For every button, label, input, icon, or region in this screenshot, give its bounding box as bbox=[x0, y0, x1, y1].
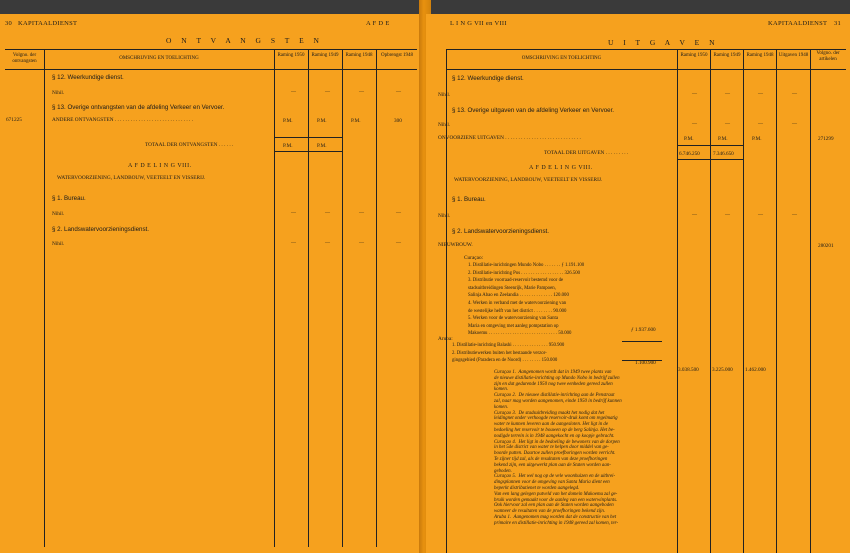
right-running-title: KAPITAALDIENST bbox=[768, 20, 828, 27]
totaal-raming-1950: 6.746.250 bbox=[679, 151, 700, 157]
list-item: stadsuitbreidingen Steenrijk, Marie Pampoen, bbox=[468, 285, 556, 291]
list-item: 1. Distillatie-inrichtingen Mundo Nobo . . . . . . . ƒ 1.191.100 bbox=[468, 263, 585, 268]
list-item: Makoemu . . . . . . . . . . . . . . . . . . . . . . . . . . . . . 50.000 bbox=[468, 331, 572, 337]
andere-opbrengst-1948: 300 bbox=[394, 118, 402, 124]
col-raming-1949: Raming 1949 bbox=[311, 53, 339, 58]
nieuwbouw-raming-1948: 1.462.000 bbox=[745, 367, 766, 373]
totaal-ontvangsten: TOTAAL DER ONTVANGSTEN . . . . . . bbox=[145, 142, 234, 148]
left-page-number: 30 bbox=[5, 20, 13, 27]
list-item: 2. Distributiewerken buiten het bestaande verzor- bbox=[452, 350, 547, 356]
section-13-heading: § 13. Overige ontvangsten van de afdeling Verkeer en Vervoer. bbox=[52, 104, 225, 111]
aruba-label: Aruba: bbox=[438, 336, 453, 342]
afdeling-heading: A F D E L I N G VIII. bbox=[128, 163, 192, 169]
section-uitgaven: U I T G A V E N bbox=[608, 38, 719, 47]
section-2-heading: § 2. Landswatervoorzieningsdienst. bbox=[452, 228, 549, 235]
list-item: 1. Distillatie-inrichting Balashi . . . . . . . . . . . . . . . 950.900 bbox=[452, 343, 565, 348]
andere-raming-1949: P.M. bbox=[317, 118, 327, 124]
andere-ontvangsten: ANDERE ONTVANGSTEN . . . . . . . . . . . . . . . . . . . . . . . . . . . . . . bbox=[52, 117, 194, 123]
right-page: L I N G VII en VIII KAPITAALDIENST 31 U I T G A V E N OMSCHRIJVING EN TOELICHTING Raming 1950 Raming 1949 Raming 1948 Uitgaven 1948 Volgno. der artikelen § 12. Weerkundige dienst. Nihil. — — — — § 13. Overige uitgaven van de afdeling Verkeer en Vervoer. Nihil. — — — — ONVOORZIENE UITGAVEN . . . . . . . . . . . . . . . . . . . . . . . . . . . . . P.M. P.M. P.M. 271299 TOTAAL DER UITGAVEN . . . . . . . . . 6.746.250 7.346.650 A F D E L I N G VIII. WATERVOORZIENING, LANDBOUW, VEETEELT EN VISSERIJ. § 1. Bureau. Nihil. — — — — § 2. Landswatervoorzieningsdienst. NIEUWBOUW. 280201 Curaçao: 1. Distillatie-inrichtingen Mundo Nobo . . . . . . . ƒ 1.191.100 2. Distillatie-inrichting Pos . . . . . . . . . . . . . . . . . . 326.500 3. Distributie voorraad-reservoir bestemd voor de stadsuitbreidingen Steenrijk, Marie Pampoen, Salinja Abao en Zeelandia . . . . . . . . . . . . . . 120.000 4. Werken in verband met de watervoorziening van de westelijke helft van het district . . . . . . . . 90.000 5. Werken voor de watervoorziening van Santa Maria en omgeving met aanleg pompstation op Makoemu . . . . . . . . . . . . . . . . . . . . . . . . . . . . . 50.000 ƒ 1.937.600 Aruba: 1. Distillatie-inrichting Balashi . . . . . . . . . . . . . . . 950.900 2. Distributiewerken buiten het bestaande verzor- gingsgebied (Paradera en de Noord) . . . . . . . . 150.000 1.100.900 3.038.500 3.225.000 1.462.000 Curaçao 1. Aangenomen wordt dat in 1949 twee plants van de nieuwe distillatie-inrichting op Mundo Nobo in bedrijf zullen zijn en dat gedurende 1950 nog twee eenheden gereed zullen komen. Curaçao 2. De nieuwe distillatie-inrichting aan de Penstraat zal, naar mag worden aangenomen, einde 1950 in bedrijf kunnen komen. Curaçao 3. De stadsuitbreiding maakt het nodig dat het leidingnet onder verhoogde reservoir-druk komt om regelmatig water te kunnen leveren aan de aangesloten. Het ligt in de bedoeling het reservoir te bouwen op de berg Salinja. Het be- nodigde terrein is in 1948 aangekocht en op koopje gebracht. Curaçao 4. Het ligt in de bedoeling de bewoners van de dorpen in het 5de district van water te helpen door middel van ge- boorde putten. Daartoe zullen proefboringen worden verricht. Te zijner tijd zal, als de resultaten van deze proefboringen bekend zijn, een uitgewerkt plan aan de Staten worden aan- geboden. Curaçao 5. Het wel nog op de vele woonhuizen en de uitbrei- dingsplannen voor de omgeving van Santa Maria dient een beperkt distributienet te worden aangelegd. Van een lang gelegen putveld van het domein Makoemu zal ge- bruik worden gemaakt voor de aanleg van een waterwinplants. Ook hiervoor zal een plan aan de Staten worden aangeboden wanneer de resultaten van de proefboringen bekend zijn. Aruba 1. Aangenomen mag worden dat de constructie van het primaire en distillatie-inrichting in 1948 gereed zal komen, ter- bbox=[426, 14, 850, 553]
nihil-text: Nihil. bbox=[438, 122, 451, 128]
nihil-text: Nihil. bbox=[438, 213, 451, 219]
curacao-label: Curaçao: bbox=[464, 255, 484, 261]
col-raming-1950: Raming 1950 bbox=[680, 53, 708, 58]
totaal-raming-1950: P.M. bbox=[283, 143, 293, 149]
nihil-text: Nihil. bbox=[52, 211, 65, 217]
left-running-title: KAPITAALDIENST bbox=[18, 20, 78, 27]
col-volgno: Volgno. der ontvangsten bbox=[12, 53, 37, 64]
onvoorziene-uitgaven: ONVOORZIENE UITGAVEN . . . . . . . . . . . . . . . . . . . . . . . . . . . . . bbox=[438, 135, 581, 141]
col-omschrijving: OMSCHRIJVING EN TOELICHTING bbox=[521, 56, 602, 61]
onvoorzien-raming-1948: P.M. bbox=[752, 136, 762, 142]
col-raming-1948: Raming 1948 bbox=[345, 53, 373, 58]
col-raming-1949: Raming 1949 bbox=[713, 53, 741, 58]
totaal-uitgaven: TOTAAL DER UITGAVEN . . . . . . . . . bbox=[544, 150, 629, 156]
list-item: 5. Werken voor de watervoorziening van Santa bbox=[468, 316, 558, 322]
nihil-text: Nihil. bbox=[52, 241, 65, 247]
nieuwbouw-heading: NIEUWBOUW. bbox=[438, 242, 473, 248]
left-page: 30 KAPITAALDIENST A F D E O N T V A N G S T E N Volgno. der ontvangsten OMSCHRIJVING EN TOELICHTING Raming 1950 Raming 1949 Raming 1948 Opbrengst 1948 § 12. Weerkundige dienst. Nihil. — — — — § 13. Overige ontvangsten van de afdeling Verkeer en Vervoer. 671225 ANDERE ONTVANGSTEN . . . . . . . . . . . . . . . . . . . . . . . . . . . . . . P.M. P.M. P.M. 300 TOTAAL DER ONTVANGSTEN . . . . . . P.M. P.M. A F D E L I N G VIII. WATERVOORZIENING, LANDBOUW, VEETEELT EN VISSERIJ. § 1. Bureau. Nihil. — — — — § 2. Landswatervoorzieningsdienst. Nihil. — — — — bbox=[0, 14, 424, 553]
left-running-right: A F D E bbox=[366, 20, 390, 27]
aruba-total: 1.100.900 bbox=[635, 360, 656, 366]
list-item: Maria en omgeving met aanleg pompstation op bbox=[468, 323, 559, 329]
right-page-number: 31 bbox=[834, 20, 842, 27]
andere-volgno: 671225 bbox=[6, 117, 22, 123]
totaal-raming-1949: P.M. bbox=[317, 143, 327, 149]
section-13-heading: § 13. Overige uitgaven van de afdeling Verkeer en Vervoer. bbox=[452, 107, 615, 114]
col-raming-1948: Raming 1948 bbox=[746, 53, 774, 58]
onvoorzien-raming-1949: P.M. bbox=[718, 136, 728, 142]
section-1-heading: § 1. Bureau. bbox=[52, 195, 86, 202]
list-item: 4. Werken in verband met de watervoorziening van bbox=[468, 301, 567, 306]
totaal-raming-1949: 7.346.650 bbox=[713, 151, 734, 157]
col-omschrijving: OMSCHRIJVING EN TOELICHTING bbox=[119, 56, 199, 61]
list-item: gingsgebied (Paradera en de Noord) . . . . . . . . 150.000 bbox=[452, 358, 558, 364]
afdeling-subtitle: WATERVOORZIENING, LANDBOUW, VEETEELT EN VISSERIJ. bbox=[454, 177, 603, 183]
nihil-text: Nihil. bbox=[52, 90, 65, 96]
toelichting-text: Curaçao 1. Aangenomen wordt dat in 1949 twee plants van de nieuwe distillatie-inrichting op Mundo Nobo in bedrijf zullen zijn en dat gedurende 1950 nog twee eenheden gereed zullen komen. Curaçao 2. De nieuwe distillatie-inrichting aan de Penstraat zal, naar mag worden aangenomen, einde 1950 in bedrijf kunnen komen. Curaçao 3. De stadsuitbreiding maakt het nodig dat het leidingnet onder verhoogde reservoir-druk komt om regelmatig water te kunnen leveren aan de aangesloten. Het ligt in de bedoeling het reservoir te bouwen op de berg Salinja. Het be- nodigde terrein is in 1948 aangekocht en op koopje gebracht. Curaçao 4. Het ligt in de bedoeling de bewoners van de dorpen in het 5de district van water te helpen door middel van ge- boorde putten. Daartoe zullen proefboringen worden verricht. Te zijner tijd zal, als de resultaten van deze proefboringen bekend zijn, een uitgewerkt plan aan de Staten worden aan- geboden. Curaçao 5. Het wel nog op de vele woonhuizen en de uitbrei- dingsplannen voor de omgeving van Santa Maria dient een beperkt distributienet te worden aangelegd. Van een lang gelegen putveld van het domein Makoemu zal ge- bruik worden gemaakt voor de aanleg van een waterwinplants. Ook hiervoor zal een plan aan de Staten worden aangeboden wanneer de resultaten van de proefboringen bekend zijn. Aruba 1. Aangenomen mag worden dat de constructie van het primaire en distillatie-inrichting in 1948 gereed zal komen, ter- bbox=[494, 370, 622, 526]
nihil-text: Nihil. bbox=[438, 92, 451, 98]
afdeling-heading: A F D E L I N G VIII. bbox=[529, 165, 593, 171]
section-12-heading: § 12. Weerkundige dienst. bbox=[452, 75, 524, 82]
andere-raming-1950: P.M. bbox=[283, 118, 293, 124]
col-opbrengst-1948: Opbrengst 1948 bbox=[380, 53, 414, 58]
col-raming-1950: Raming 1950 bbox=[277, 53, 305, 58]
col-volgno-artikelen: Volgno. der artikelen bbox=[816, 51, 840, 62]
section-ontvangsten: O N T V A N G S T E N bbox=[166, 36, 323, 45]
afdeling-subtitle: WATERVOORZIENING, LANDBOUW, VEETEELT EN VISSERIJ. bbox=[57, 175, 206, 181]
list-item: 3. Distributie voorraad-reservoir bestemd voor de bbox=[468, 278, 564, 284]
onvoorzien-volgno: 271299 bbox=[818, 136, 834, 142]
curacao-total: ƒ 1.937.600 bbox=[631, 327, 656, 333]
right-running-left: L I N G VII en VIII bbox=[450, 20, 507, 27]
andere-raming-1948: P.M. bbox=[351, 118, 361, 124]
onvoorzien-raming-1950: P.M. bbox=[684, 136, 694, 142]
nieuwbouw-raming-1949: 3.225.000 bbox=[712, 367, 733, 373]
section-2-heading: § 2. Landswatervoorzieningsdienst. bbox=[52, 226, 149, 233]
section-12-heading: § 12. Weerkundige dienst. bbox=[52, 74, 124, 81]
list-item: 2. Distillatie-inrichting Pos . . . . . . . . . . . . . . . . . . 326.500 bbox=[468, 270, 581, 276]
list-item: Salinja Abao en Zeelandia . . . . . . . . . . . . . . 120.000 bbox=[468, 293, 569, 299]
nieuwbouw-raming-1950: 3.038.500 bbox=[678, 367, 699, 373]
nieuwbouw-volgno: 280201 bbox=[818, 243, 834, 249]
col-uitgaven-1948: Uitgaven 1948 bbox=[778, 53, 809, 58]
list-item: de westelijke helft van het district . . . . . . . . 90.000 bbox=[468, 308, 567, 314]
section-1-heading: § 1. Bureau. bbox=[452, 196, 486, 203]
